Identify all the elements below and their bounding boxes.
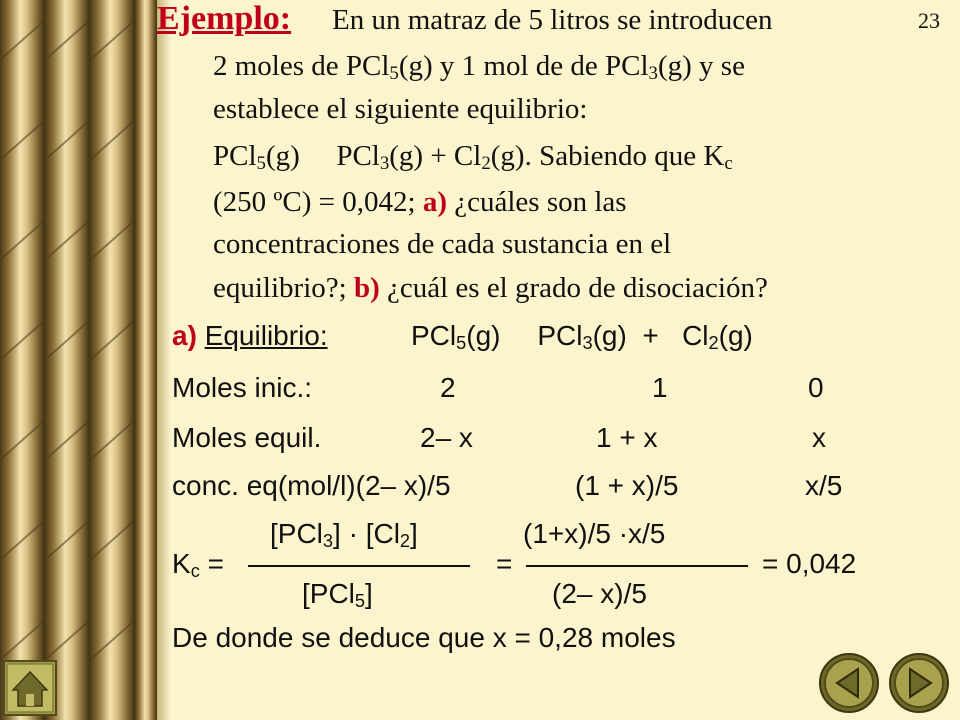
kc-numerator-1: $[PCl_3] \cdot [Cl_2]$ [270,518,418,551]
row-initial-label: Moles inic.: [172,372,313,403]
problem-line-4: PCl$_5$(g) $PCl_3(g) + Cl_2(g)$. Sabiendo que $K_c$ [213,140,733,175]
example-title [157,0,291,38]
previous-button[interactable] [818,652,880,714]
kc-symbol: $K_c$ = [172,548,224,581]
part-a-label: a) [422,186,447,218]
row-equil-v3: x [812,422,826,453]
row-conc-label: conc. eq(mol/l)(2– x)/5 [172,470,451,501]
row-equil-v2: 1 + x [596,422,658,453]
home-button[interactable] [3,660,57,716]
equilibrium-heading: Equilibrio: [204,320,328,351]
solution-header [172,320,328,352]
problem-line-5: (250 ºC) = 0,042; a) ¿cuáles son las [213,186,627,218]
fraction-bar-2 [526,565,748,567]
solution-part-a-label: a) [172,320,197,351]
kc-equals-2: = [496,548,513,579]
row-initial-v1: 2 [440,372,456,403]
problem-line-3: establece el siguiente equilibrio: [213,93,588,125]
problem-line-7: equilibrio?; b) ¿cuál es el grado de disociación? [213,272,768,304]
row-initial-v3: 0 [808,372,824,403]
part-b-label: b) [353,272,380,304]
row-equil-v1: 2– x [420,422,473,453]
row-conc-v3: x/5 [805,470,843,501]
kc-denominator-1: [PCl$_5$] [302,578,373,611]
kc-numerator-2: (1+x)/5 ·x/5 [523,518,666,549]
row-conc-v2: (1 + x)/5 [575,470,679,501]
problem-line-1: En un matraz de 5 litros se introducen [332,4,773,36]
next-button[interactable] [888,652,950,714]
reaction-equation: PCl$_5$(g) PCl$_3$(g) + $Cl_2(g)$ [411,320,753,353]
row-initial-v2: 1 [652,372,668,403]
kc-denominator-2: (2– x)/5 [552,578,647,609]
row-equil-label: Moles equil. [172,422,322,453]
problem-line-2: 2 moles de PCl$_5$(g) y 1 mol de de PCl$_3$(g) y se [213,50,745,85]
fraction-bar-1 [248,565,470,567]
conclusion: De donde se deduce que x = 0,28 moles [172,622,676,653]
kc-result: = 0,042 [762,548,857,579]
page-number: 23 [918,8,940,33]
problem-line-6: concentraciones de cada sustancia en el [213,228,672,260]
example-label: Ejemplo: [157,0,292,37]
